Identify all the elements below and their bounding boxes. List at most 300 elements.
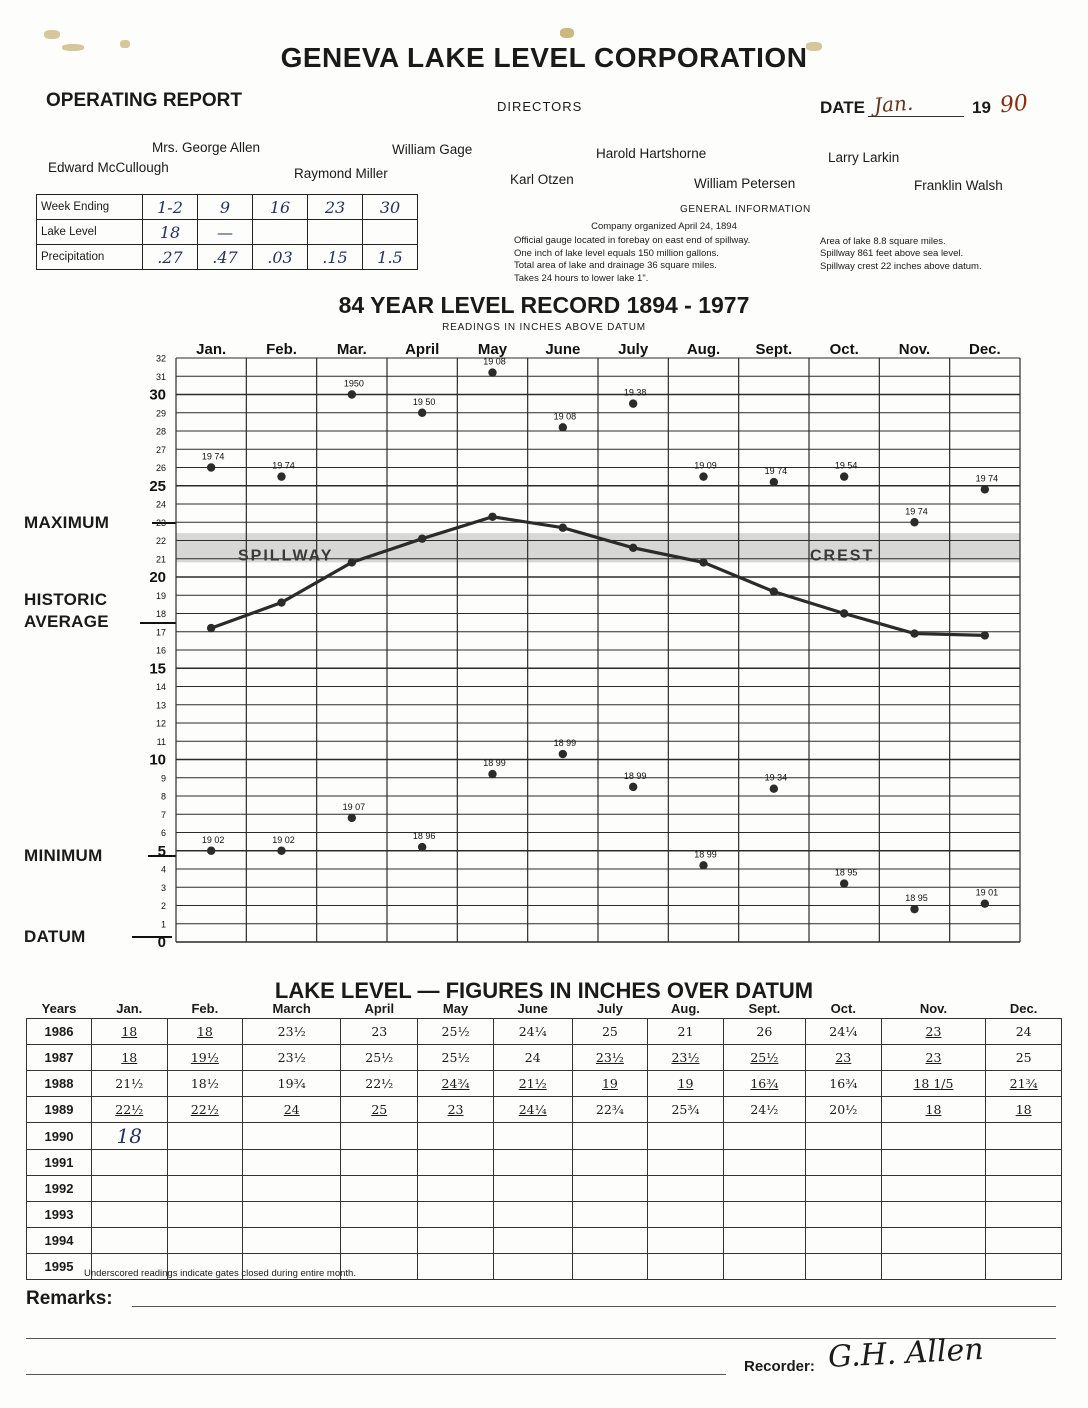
lake-level-cell[interactable] (881, 1071, 986, 1097)
lake-level-value: 18 1/5 (913, 1076, 954, 1091)
lake-level-value: 22½ (365, 1076, 394, 1091)
lake-level-year-cell: 1986 (27, 1019, 92, 1045)
chart-y-tick-label: 32 (155, 353, 166, 364)
chart-point-year-label: 19 02 (272, 834, 295, 845)
lake-level-value: 25½ (750, 1050, 779, 1065)
chart-y-tick-label: 27 (155, 444, 166, 455)
table-row (27, 1202, 1062, 1228)
chart-y-tick-label: 1 (160, 919, 166, 930)
week-table-cell[interactable]: 18 (143, 220, 198, 245)
chart-data-point (770, 478, 778, 486)
chart-month-label: Sept. (755, 341, 793, 358)
lake-level-year-cell: 1989 (27, 1097, 92, 1123)
lake-level-cell[interactable] (723, 1176, 805, 1202)
chart-y-tick-label: 8 (160, 791, 166, 802)
lake-level-year-cell: 1991 (27, 1150, 92, 1176)
chart-data-point (277, 472, 285, 480)
lake-level-cell[interactable] (986, 1045, 1062, 1071)
recorder-signature: G.H. Allen (827, 1331, 985, 1376)
chart-month-label: Aug. (686, 341, 721, 358)
chart-y-tick-label: 31 (155, 371, 166, 382)
director-name-1: William Gage (392, 142, 473, 157)
remarks-line-3 (26, 1374, 726, 1375)
lake-level-value: 19¾ (277, 1076, 306, 1091)
lake-level-cell[interactable] (723, 1150, 805, 1176)
lake-level-cell[interactable] (881, 1176, 986, 1202)
lake-level-cell[interactable] (341, 1228, 418, 1254)
lake-level-value: 23½ (595, 1050, 624, 1065)
chart-data-point (559, 750, 567, 758)
lake-level-cell[interactable] (493, 1228, 572, 1254)
chart-y-tick-label: 0 (157, 934, 166, 951)
lake-level-cell[interactable] (806, 1202, 882, 1228)
gen-right-line-1: Spillway 861 feet above sea level. (820, 248, 964, 260)
lake-level-value: 23 (371, 1024, 388, 1039)
week-table-cell[interactable]: 16 (253, 195, 308, 220)
historic-word: HISTORIC (24, 590, 108, 609)
lake-level-cell[interactable] (493, 1097, 572, 1123)
lake-level-value: 18½ (190, 1076, 219, 1091)
lake-level-cell[interactable] (167, 1150, 243, 1176)
lake-level-value: 25 (601, 1024, 618, 1039)
lake-level-value: 23½ (671, 1050, 700, 1065)
chart-data-point (277, 847, 285, 855)
lake-level-cell[interactable] (243, 1097, 341, 1123)
chart-point-year-label: 19 74 (905, 506, 928, 517)
chart-point-year-label: 18 99 (553, 738, 577, 749)
chart-data-point (488, 770, 496, 778)
chart-point-year-label: 19 08 (483, 356, 506, 367)
lake-level-cell[interactable] (92, 1123, 168, 1150)
lake-level-cell[interactable] (986, 1071, 1062, 1097)
lake-level-column-header: May (442, 1001, 469, 1016)
table-row (27, 1019, 1062, 1045)
lake-level-cell[interactable] (881, 1045, 986, 1071)
lake-level-cell[interactable] (881, 1202, 986, 1228)
lake-level-cell[interactable] (648, 1202, 724, 1228)
lake-level-value: 22½ (190, 1102, 219, 1117)
chart-data-point (981, 899, 989, 907)
director-name-6: Karl Otzen (510, 172, 574, 187)
level-record-chart (0, 336, 1088, 956)
lake-level-cell[interactable] (243, 1045, 341, 1071)
lake-level-cell[interactable] (493, 1045, 572, 1071)
lake-level-cell[interactable] (648, 1176, 724, 1202)
chart-y-tick-label: 19 (155, 590, 166, 601)
lake-level-cell[interactable] (986, 1202, 1062, 1228)
lake-level-cell[interactable] (493, 1176, 572, 1202)
chart-y-tick-label: 9 (160, 773, 166, 784)
lake-level-value: 18 (121, 1024, 138, 1039)
lake-level-column-header: Aug. (671, 1001, 700, 1016)
lake-level-cell[interactable] (723, 1071, 805, 1097)
chart-data-point (418, 534, 426, 542)
lake-level-cell[interactable] (806, 1097, 882, 1123)
lake-level-cell[interactable] (806, 1254, 882, 1280)
chart-point-year-label: 19 74 (201, 451, 225, 462)
lake-level-cell[interactable] (723, 1254, 805, 1280)
week-table-cell[interactable]: .03 (253, 245, 308, 270)
lake-level-cell[interactable] (92, 1202, 168, 1228)
lake-level-cell[interactable] (493, 1019, 572, 1045)
lake-level-cell[interactable] (648, 1045, 724, 1071)
chart-side-label-datum: DATUM (24, 927, 86, 946)
chart-data-point (981, 485, 989, 493)
lake-level-value: 18 (1015, 1102, 1032, 1117)
lake-level-cell[interactable] (881, 1123, 986, 1150)
lake-level-cell[interactable] (648, 1150, 724, 1176)
chart-y-tick-label: 4 (160, 864, 166, 875)
lake-level-cell[interactable] (341, 1150, 418, 1176)
lake-level-column-header: Nov. (919, 1001, 948, 1016)
date-underline (868, 116, 964, 117)
lake-level-cell[interactable] (243, 1202, 341, 1228)
week-table-cell[interactable] (363, 220, 418, 245)
chart-y-tick-label: 17 (155, 627, 166, 638)
lake-level-value: 18 (196, 1024, 213, 1039)
chart-y-tick-label: 20 (149, 569, 166, 586)
chart-title: 84 YEAR LEVEL RECORD 1894 - 1977 (338, 292, 750, 318)
gen-left-line-1: One inch of lake level equals 150 million gallons. (514, 247, 719, 259)
remarks-label: Remarks: (26, 1288, 113, 1309)
lake-level-cell[interactable] (648, 1097, 724, 1123)
week-table-row (37, 220, 418, 245)
lake-level-value: 23 (835, 1050, 852, 1065)
week-table-cell[interactable] (308, 220, 363, 245)
lake-level-cell[interactable] (493, 1254, 572, 1280)
lake-level-cell[interactable] (806, 1123, 882, 1150)
lake-level-value: 25 (371, 1102, 388, 1117)
lake-level-cell[interactable] (167, 1202, 243, 1228)
lake-level-cell[interactable] (572, 1202, 648, 1228)
week-table-cell[interactable]: .47 (198, 245, 253, 270)
chart-data-point (910, 629, 918, 637)
lake-level-cell[interactable] (341, 1202, 418, 1228)
lake-level-cell[interactable] (648, 1019, 724, 1045)
chart-y-tick-label: 29 (155, 408, 166, 419)
lake-level-cell[interactable] (341, 1097, 418, 1123)
lake-level-cell[interactable] (806, 1228, 882, 1254)
table-row (27, 1176, 1062, 1202)
lake-level-cell[interactable] (167, 1097, 243, 1123)
week-table-cell[interactable]: .15 (308, 245, 363, 270)
lake-level-cell[interactable] (648, 1228, 724, 1254)
lake-level-cell[interactable] (986, 1254, 1062, 1280)
lake-level-cell[interactable] (648, 1123, 724, 1150)
lake-level-cell[interactable] (418, 1123, 494, 1150)
lake-level-cell[interactable] (572, 1228, 648, 1254)
lake-level-value: 22½ (115, 1102, 144, 1117)
lake-level-cell[interactable] (493, 1150, 572, 1176)
gen-left-line-0: Official gauge located in forebay on east end of spillway. (514, 235, 751, 247)
chart-data-point (770, 587, 778, 595)
chart-y-tick-label: 26 (155, 463, 166, 473)
lake-level-column-header: April (364, 1001, 395, 1016)
chart-y-tick-label: 6 (160, 828, 166, 838)
lake-level-value: 23½ (277, 1024, 306, 1039)
chart-data-point (348, 558, 356, 566)
chart-data-point (207, 847, 215, 855)
chart-point-year-label: 18 99 (623, 770, 647, 781)
lake-level-cell[interactable] (493, 1071, 572, 1097)
chart-data-point (348, 390, 356, 398)
chart-point-year-label: 18 95 (834, 867, 858, 878)
lake-level-value: 23½ (277, 1050, 306, 1065)
date-label: DATE (820, 98, 866, 117)
lake-level-cell[interactable] (572, 1176, 648, 1202)
lake-level-cell[interactable] (418, 1176, 494, 1202)
lake-level-year-cell: 1988 (27, 1071, 92, 1097)
lake-level-cell[interactable] (648, 1071, 724, 1097)
lake-level-column-header: Feb. (191, 1001, 219, 1016)
chart-point-year-label: 18 96 (412, 831, 436, 842)
chart-y-tick-label: 12 (155, 718, 166, 729)
lake-level-value: 24¼ (829, 1024, 858, 1039)
lake-level-cell[interactable] (92, 1019, 168, 1045)
table-row (27, 1228, 1062, 1254)
lake-level-cell[interactable] (806, 1150, 882, 1176)
director-name-3: Larry Larkin (828, 150, 900, 165)
lake-level-year-cell: 1990 (27, 1123, 92, 1150)
lake-level-year-cell: 1992 (27, 1176, 92, 1202)
chart-point-year-label: 18 99 (483, 758, 506, 769)
lake-level-cell[interactable] (341, 1071, 418, 1097)
lake-level-value: 26 (756, 1024, 773, 1039)
lake-level-cell[interactable] (572, 1045, 648, 1071)
lake-level-cell[interactable] (243, 1150, 341, 1176)
lake-level-cell[interactable] (572, 1150, 648, 1176)
lake-level-value: 19 (601, 1076, 618, 1091)
gen-right-line-2: Spillway crest 22 inches above datum. (820, 260, 982, 272)
chart-month-label: May (477, 341, 508, 358)
chart-point-year-label: 19 74 (764, 466, 788, 477)
chart-y-tick-label: 7 (160, 809, 166, 820)
chart-data-point (629, 399, 637, 407)
lake-level-column-header: Jan. (116, 1001, 143, 1016)
lake-level-cell[interactable] (572, 1019, 648, 1045)
lake-level-cell[interactable] (92, 1097, 168, 1123)
lake-level-cell[interactable] (723, 1228, 805, 1254)
chart-data-point (770, 785, 778, 793)
lake-level-cell[interactable] (986, 1176, 1062, 1202)
chart-month-label: July (618, 341, 649, 358)
lake-level-cell[interactable] (881, 1019, 986, 1045)
chart-data-point (699, 558, 707, 566)
lake-level-value: 23 (447, 1102, 464, 1117)
chart-point-year-label: 19 01 (975, 887, 999, 898)
lake-level-cell[interactable] (648, 1254, 724, 1280)
lake-level-cell[interactable] (92, 1071, 168, 1097)
lake-level-cell[interactable] (806, 1045, 882, 1071)
chart-y-tick-label: 16 (155, 645, 166, 656)
table-row (27, 1045, 1062, 1071)
lake-level-cell[interactable] (418, 1019, 494, 1045)
lake-level-cell[interactable] (493, 1202, 572, 1228)
chart-y-tick-label: 22 (155, 536, 166, 546)
chart-point-year-label: 19 08 (553, 411, 577, 422)
lake-level-cell[interactable] (572, 1123, 648, 1150)
lake-level-cell[interactable] (418, 1097, 494, 1123)
lake-level-cell[interactable] (572, 1071, 648, 1097)
lake-level-value: 20½ (829, 1102, 858, 1117)
chart-point-year-label: 19 02 (201, 834, 225, 845)
lake-level-cell[interactable] (341, 1019, 418, 1045)
lake-level-cell[interactable] (493, 1123, 572, 1150)
lake-level-cell[interactable] (92, 1045, 168, 1071)
lake-level-cell[interactable] (167, 1228, 243, 1254)
lake-level-cell[interactable] (572, 1254, 648, 1280)
lake-level-value: 18 (116, 1124, 142, 1148)
chart-point-year-label: 19 38 (623, 387, 647, 398)
chart-point-year-label: 19 74 (975, 473, 999, 484)
chart-y-tick-label: 13 (155, 700, 166, 711)
chart-data-point (559, 524, 567, 532)
chart-subtitle: READINGS IN INCHES ABOVE DATUM (442, 322, 646, 333)
lake-level-column-header: Sept. (748, 1001, 781, 1016)
chart-y-tick-label: 25 (149, 477, 166, 495)
chart-month-label: Mar. (336, 341, 367, 358)
chart-data-point (840, 472, 848, 480)
lake-level-cell[interactable] (806, 1071, 882, 1097)
lake-level-value: 24 (524, 1050, 541, 1065)
date-value-handwritten: Jan. (873, 90, 914, 118)
week-table-cell[interactable]: 30 (363, 195, 418, 220)
week-table-cell[interactable]: 23 (308, 195, 363, 220)
lake-level-cell[interactable] (881, 1254, 986, 1280)
chart-y-tick-label: 18 (155, 609, 166, 619)
lake-level-cell[interactable] (92, 1150, 168, 1176)
lake-level-cell[interactable] (418, 1045, 494, 1071)
chart-y-tick-label: 5 (157, 842, 166, 860)
chart-point-year-label: 18 95 (905, 893, 928, 904)
operating-report-label: OPERATING REPORT (46, 90, 242, 111)
director-name-5: Raymond Miller (294, 166, 388, 181)
lake-level-cell[interactable] (986, 1150, 1062, 1176)
chart-point-year-label: 19 54 (834, 460, 858, 471)
lake-level-cell[interactable] (167, 1123, 243, 1150)
lake-level-cell[interactable] (723, 1019, 805, 1045)
week-table-cell[interactable] (253, 220, 308, 245)
lake-level-cell[interactable] (341, 1045, 418, 1071)
chart-y-tick-label: 30 (149, 386, 166, 404)
lake-level-value: 21½ (518, 1076, 547, 1091)
lake-level-cell[interactable] (243, 1176, 341, 1202)
lake-level-cell[interactable] (723, 1123, 805, 1150)
chart-data-point (910, 518, 918, 526)
chart-data-point (348, 814, 356, 822)
lake-level-cell[interactable] (418, 1202, 494, 1228)
lake-level-cell[interactable] (243, 1019, 341, 1045)
lake-level-cell[interactable] (418, 1254, 494, 1280)
lake-level-cell[interactable] (881, 1150, 986, 1176)
lake-level-column-header: June (517, 1001, 548, 1016)
lake-level-cell[interactable] (243, 1228, 341, 1254)
chart-data-point (629, 544, 637, 552)
lake-level-cell[interactable] (92, 1228, 168, 1254)
week-table-cell[interactable]: — (198, 220, 253, 245)
table-row (27, 1097, 1062, 1123)
general-information-left (514, 221, 814, 285)
chart-y-tick-label: 3 (160, 882, 166, 893)
page-title: GENEVA LAKE LEVEL CORPORATION (280, 42, 808, 73)
lake-level-cell[interactable] (881, 1228, 986, 1254)
lake-level-cell[interactable] (92, 1176, 168, 1202)
lake-level-year-cell: 1993 (27, 1202, 92, 1228)
lake-level-cell[interactable] (986, 1097, 1062, 1123)
chart-y-tick-label: 11 (156, 736, 166, 747)
lake-level-value: 25¾ (671, 1102, 700, 1117)
lake-level-value: 18 (121, 1050, 138, 1065)
week-table-row-label: Week Ending (37, 195, 143, 220)
lake-level-value: 18 (925, 1102, 942, 1117)
lake-level-value: 24 (1015, 1024, 1032, 1039)
lake-level-cell[interactable] (806, 1176, 882, 1202)
lake-level-value: 23 (925, 1024, 942, 1039)
week-table-cell[interactable]: 1-2 (143, 195, 198, 220)
lake-level-column-header: July (596, 1001, 623, 1016)
lake-level-cell[interactable] (986, 1019, 1062, 1045)
chart-data-point (981, 631, 989, 639)
chart-data-point (418, 843, 426, 851)
lake-level-cell[interactable] (418, 1228, 494, 1254)
lake-level-cell[interactable] (341, 1176, 418, 1202)
week-table-cell[interactable]: 1.5 (363, 245, 418, 270)
week-table-cell[interactable]: 9 (198, 195, 253, 220)
lake-level-value: 24½ (750, 1102, 779, 1117)
lake-level-cell[interactable] (881, 1097, 986, 1123)
lake-level-cell[interactable] (806, 1019, 882, 1045)
chart-data-point (488, 513, 496, 521)
lake-level-cell[interactable] (243, 1071, 341, 1097)
chart-data-point (840, 879, 848, 887)
week-table-cell[interactable]: .27 (143, 245, 198, 270)
chart-point-year-label: 19 34 (764, 772, 788, 783)
lake-level-value: 25½ (441, 1024, 470, 1039)
chart-y-tick-label: 23 (155, 517, 166, 528)
lake-level-cell[interactable] (723, 1202, 805, 1228)
chart-point-year-label: 18 99 (694, 849, 717, 860)
chart-data-point (910, 905, 918, 913)
lake-level-cell[interactable] (723, 1045, 805, 1071)
lake-level-cell[interactable] (167, 1045, 243, 1071)
lake-level-cell[interactable] (986, 1228, 1062, 1254)
general-information-heading: GENERAL INFORMATION (680, 204, 811, 215)
lake-level-cell[interactable] (243, 1123, 341, 1150)
lake-level-cell[interactable] (572, 1097, 648, 1123)
week-table-row (37, 245, 418, 270)
remarks-line-1 (132, 1306, 1056, 1307)
gen-left-line-3: Takes 24 hours to lower lake 1". (514, 272, 649, 284)
chart-month-label: June (545, 341, 581, 358)
lake-level-value: 24¾ (441, 1076, 470, 1091)
lake-level-cell[interactable] (986, 1123, 1062, 1150)
lake-level-cell[interactable] (341, 1123, 418, 1150)
lake-level-cell[interactable] (418, 1150, 494, 1176)
week-table-row-label: Precipitation (37, 245, 143, 270)
lake-level-cell[interactable] (418, 1071, 494, 1097)
company-organized-line: Company organized April 24, 1894 (591, 221, 737, 232)
lake-level-cell[interactable] (167, 1176, 243, 1202)
table-row (27, 1150, 1062, 1176)
chart-y-tick-label: 21 (155, 554, 166, 565)
chart-point-year-label: 1950 (343, 378, 364, 389)
chart-month-label: Feb. (266, 341, 297, 358)
lake-level-cell[interactable] (167, 1071, 243, 1097)
director-name-0: Mrs. George Allen (152, 140, 261, 155)
lake-level-cell[interactable] (723, 1097, 805, 1123)
lake-level-cell[interactable] (167, 1019, 243, 1045)
chart-data-point (418, 409, 426, 417)
